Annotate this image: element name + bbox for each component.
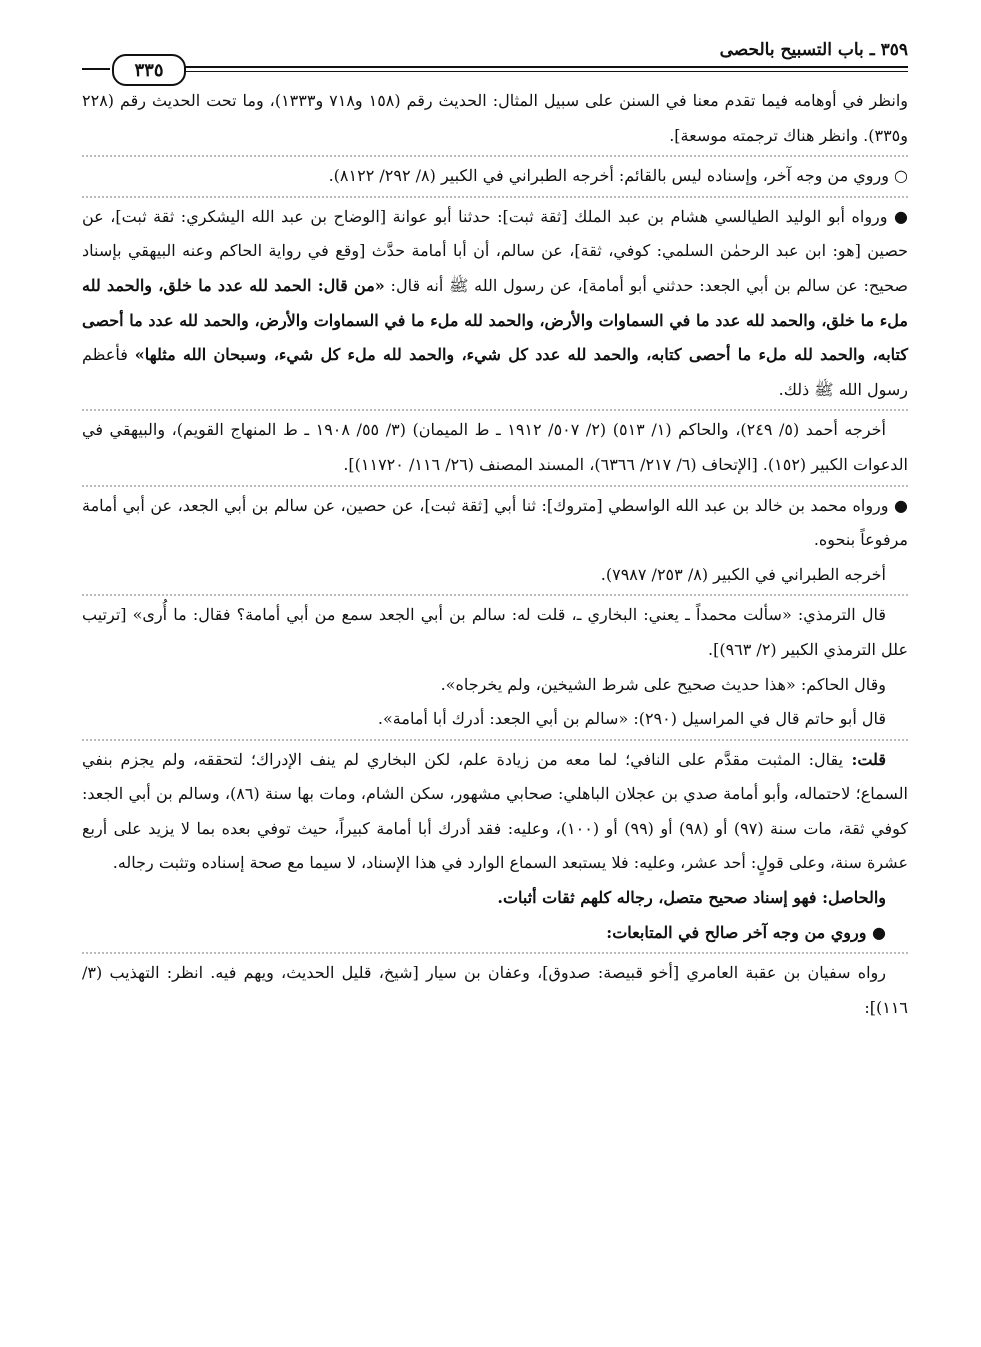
chapter-title: ٣٥٩ ـ باب التسبيح بالحصى	[719, 40, 908, 60]
dotted-divider	[82, 485, 908, 487]
paragraph: رواه سفيان بن عقبة العامري [أخو قبيصة: صدوق]، وعفان بن سيار [شيخ، قليل الحديث، ويهم فيه. انظر: التهذيب (٣/ ١١٦)]:	[82, 963, 908, 1017]
paragraph: قال الترمذي: «سألت محمداً ـ يعني: البخاري ـ، قلت له: سالم بن أبي الجعد سمع من أبي أمامة؟ فقال: ما أُرى» [ترتيب علل الترمذي الكبير (٢/ ٩٦٣)].	[82, 605, 908, 659]
dotted-divider	[82, 594, 908, 596]
dotted-divider	[82, 739, 908, 741]
dotted-divider	[82, 155, 908, 157]
dotted-divider	[82, 409, 908, 411]
header-rule-left	[82, 68, 110, 70]
paragraph: قال أبو حاتم قال في المراسيل (٢٩٠): «سالم بن أبي الجعد: أدرك أبا أمامة».	[377, 709, 886, 729]
dotted-divider	[82, 196, 908, 198]
dotted-divider	[82, 952, 908, 954]
paragraph: ● وروي من وجه آخر صالح في المتابعات:	[606, 922, 886, 942]
hadith-text: «من قال: الحمد لله عدد ما خلق، والحمد لله ملء ما خلق، والحمد لله عدد ما في السماوات والأرض، والحمد لله ملء ما في السماوات والأرض، والحمد لله عدد ما أحصى كتابه، والحمد لله ملء ما أحصى كتابه، والحمد لله عدد كل شيء، والحمد لله ملء كل شيء، وسبحان الله مثلها»	[82, 275, 908, 365]
paragraph	[82, 200, 908, 408]
document-body	[82, 84, 908, 1025]
paragraph: ● ورواه محمد بن خالد بن عبد الله الواسطي [متروك]: ثنا أبي [ثقة ثبت]، عن حصين، عن سالم بن أبي الجعد، عن أبي أمامة مرفوعاً بنحوه.	[82, 495, 909, 550]
paragraph: وانظر في أوهامه فيما تقدم معنا في السنن على سبيل المثال: الحديث رقم (١٥٨ و٧١٨ و١٣٣٣)، وما تحت الحديث رقم (٢٢٨ و٣٣٥). وانظر هناك ترجمته موسعة].	[82, 91, 909, 145]
page-header	[82, 40, 908, 84]
paragraph-text: يقال: المثبت مقدَّم على النافي؛ لما معه من زيادة علم، لكن البخاري لم ينف الإدراك؛ لتحققه، ولم يجزم بنفي السماع؛ لاحتماله، وأبو أمامة صدي بن عجلان الباهلي: صحابي مشهور، سكن الشام، ومات بها سنة (٨٦)، وسالم بن أبي الجعد: كوفي ثقة، مات سنة (٩٧) أو (٩٨) أو (٩٩) أو (١٠٠)، وعليه: فقد أدرك أبا أمامة كبيراً، حيث توفي بعده بما لا يزيد على أربع عشرة سنة، وعلى قولٍ: أحد عشر، وعليه: فلا يستبعد السماع الوارد في هذا الإسناد، لا سيما مع صحة إسناده وتثبت رجاله.	[82, 749, 909, 873]
paragraph: أخرجه الطبراني في الكبير (٨/ ٢٥٣/ ٧٩٨٧).	[600, 564, 886, 584]
header-rule-thin	[182, 71, 908, 72]
paragraph-text: فأعظم رسول الله ﷺ ذلك.	[82, 345, 908, 399]
paragraph: والحاصل: فهو إسناد صحيح متصل، رجاله كلهم ثقات أثبات.	[497, 888, 886, 908]
paragraph: ○ وروي من وجه آخر، وإسناده ليس بالقائم: أخرجه الطبراني في الكبير (٨/ ٢٩٢/ ٨١٢٢).	[328, 166, 908, 186]
paragraph	[82, 743, 908, 881]
page-number-badge	[112, 54, 186, 86]
paragraph: أخرجه أحمد (٥/ ٢٤٩)، والحاكم (١/ ٥١٣) (٢/ ٥٠٧/ ١٩١٢ ـ ط الميمان) (٣/ ٥٥/ ١٩٠٨ ـ ط المنهاج القويم)، والبيهقي في الدعوات الكبير (١٥٢). [الإتحاف (٦/ ٢١٧/ ٦٣٦٦)، المسند المصنف (٢٦/ ١١٦/ ١١٧٢٠)].	[82, 420, 908, 474]
qultu-label: قلت:	[843, 749, 887, 769]
paragraph: وقال الحاكم: «هذا حديث صحيح على شرط الشيخين، ولم يخرجاه».	[440, 674, 886, 694]
header-rule	[182, 66, 908, 68]
page-number: ٣٣٥	[134, 59, 164, 81]
document-page	[82, 40, 908, 1320]
paragraph-text: ● ورواه أبو الوليد الطيالسي هشام بن عبد الملك [ثقة ثبت]: حدثنا أبو عوانة [الوضاح بن عبد الله اليشكري: ثقة ثبت]، عن حصين [هو: ابن عبد الرحمٰن السلمي: كوفي، ثقة]، عن سالم، أن أبا أمامة حدَّث [وقع في رواية الحاكم وعنه البيهقي بإسناد صحيح: عن سالم بن أبي الجعد: حدثني أبو أمامة]، عن رسول الله ﷺ أنه قال:	[82, 206, 909, 295]
